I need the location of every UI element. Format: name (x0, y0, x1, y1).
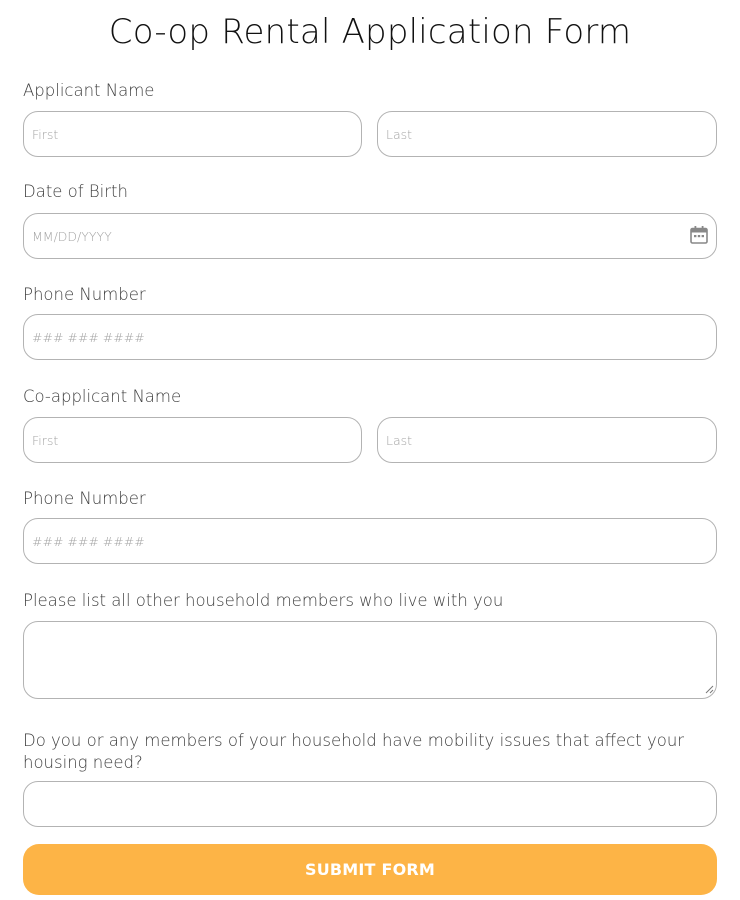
calendar-icon[interactable] (689, 225, 709, 245)
date-of-birth-label: Date of Birth (23, 182, 128, 201)
mobility-issues-input[interactable] (23, 781, 717, 827)
applicant-name-label: Applicant Name (23, 81, 155, 100)
co-applicant-first-name-input[interactable] (23, 417, 362, 463)
date-of-birth-input[interactable] (23, 213, 717, 259)
mobility-issues-label: Do you or any members of your household have mobility issues that affect your housing need? (23, 731, 685, 772)
household-members-textarea[interactable] (23, 621, 717, 699)
co-applicant-phone-label: Phone Number (23, 489, 146, 508)
phone-number-input[interactable] (23, 314, 717, 360)
page-title: Co-op Rental Application Form (108, 12, 632, 52)
co-applicant-phone-input[interactable] (23, 518, 717, 564)
household-members-label: Please list all other household members who live with you (23, 591, 504, 610)
applicant-first-name-input[interactable] (23, 111, 362, 157)
co-applicant-name-label: Co-applicant Name (23, 387, 182, 406)
submit-form-button[interactable]: SUBMIT FORM (23, 844, 717, 895)
resize-handle-icon[interactable] (704, 684, 714, 694)
phone-number-label: Phone Number (23, 285, 146, 304)
co-applicant-last-name-input[interactable] (377, 417, 717, 463)
applicant-last-name-input[interactable] (377, 111, 717, 157)
